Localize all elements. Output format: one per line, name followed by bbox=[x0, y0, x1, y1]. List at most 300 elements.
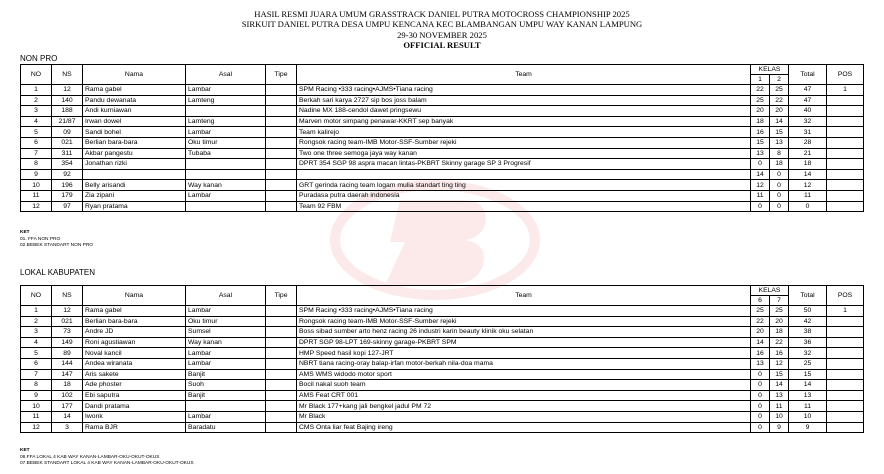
cell-pos bbox=[827, 380, 864, 391]
cell-ns: 3 bbox=[52, 422, 83, 433]
cell-kelas-b: 13 bbox=[770, 137, 789, 148]
cell-asal: Sumsel bbox=[186, 327, 266, 338]
cell-team bbox=[297, 169, 751, 180]
notes-item: 01. FFA NON PRO bbox=[20, 236, 61, 242]
col-tipe: Tipe bbox=[266, 286, 297, 306]
cell-asal: Baradatu bbox=[186, 422, 266, 433]
cell-no: 7 bbox=[21, 148, 52, 159]
cell-tipe bbox=[266, 327, 297, 338]
cell-no: 5 bbox=[21, 127, 52, 138]
cell-nama: Ebi saputra bbox=[83, 390, 186, 401]
table-row bbox=[21, 116, 864, 127]
col-pos: POS bbox=[827, 286, 864, 306]
cell-ns: 97 bbox=[52, 201, 83, 212]
cell-tipe bbox=[266, 148, 297, 159]
cell-kelas-b: 12 bbox=[770, 358, 789, 369]
cell-tipe bbox=[266, 106, 297, 117]
cell-asal bbox=[186, 106, 266, 117]
col-total: Total bbox=[789, 65, 827, 85]
cell-total: 38 bbox=[789, 327, 827, 338]
cell-nama: Rama gabel bbox=[83, 306, 186, 317]
col-ns: NS bbox=[52, 286, 83, 306]
cell-no: 1 bbox=[21, 306, 52, 317]
cell-no: 10 bbox=[21, 180, 52, 191]
cell-team: GRT gerinda racing team logam mulia standart ting ting bbox=[297, 180, 751, 191]
cell-ns: 149 bbox=[52, 337, 83, 348]
col-nama: Nama bbox=[83, 286, 186, 306]
cell-pos bbox=[827, 148, 864, 159]
col-kelas-6: 6 bbox=[751, 296, 770, 306]
cell-no: 11 bbox=[21, 411, 52, 422]
cell-tipe bbox=[266, 306, 297, 317]
cell-kelas-b: 11 bbox=[770, 401, 789, 412]
cell-kelas-a: 18 bbox=[751, 116, 770, 127]
cell-kelas-a: 0 bbox=[751, 401, 770, 412]
cell-pos bbox=[827, 159, 864, 170]
cell-ns: 12 bbox=[52, 306, 83, 317]
table-row bbox=[21, 137, 864, 148]
cell-kelas-a: 0 bbox=[751, 390, 770, 401]
cell-tipe bbox=[266, 137, 297, 148]
col-kelas-1: 1 bbox=[751, 75, 770, 85]
cell-pos bbox=[827, 190, 864, 201]
cell-team: Boss sibad sumber arto henz racing 26 industri karin beauty klinik oku selatan bbox=[297, 327, 751, 338]
cell-pos bbox=[827, 337, 864, 348]
cell-asal: Lambar bbox=[186, 306, 266, 317]
cell-kelas-a: 16 bbox=[751, 127, 770, 138]
cell-total: 13 bbox=[789, 390, 827, 401]
cell-nama: Roni agustiawan bbox=[83, 337, 186, 348]
cell-nama: Ryan pratama bbox=[83, 201, 186, 212]
cell-total: 28 bbox=[789, 137, 827, 148]
cell-no: 11 bbox=[21, 190, 52, 201]
cell-no: 10 bbox=[21, 401, 52, 412]
cell-ns: 09 bbox=[52, 127, 83, 138]
cell-team: Mr Black 177+kang jali bengkel jadul PM 72 bbox=[297, 401, 751, 412]
notes-item: 02.BEBEK STANDART NON PRO bbox=[20, 243, 94, 249]
cell-pos bbox=[827, 411, 864, 422]
cell-ns: 177 bbox=[52, 401, 83, 412]
col-kelas: KELAS bbox=[751, 286, 789, 296]
results-table-lokal bbox=[20, 285, 864, 433]
cell-team: Team kalirejo bbox=[297, 127, 751, 138]
cell-ns: 73 bbox=[52, 327, 83, 338]
cell-pos bbox=[827, 169, 864, 180]
cell-nama: Andre JD bbox=[83, 327, 186, 338]
cell-total: 14 bbox=[789, 380, 827, 391]
cell-tipe bbox=[266, 358, 297, 369]
cell-nama: Belly arisandi bbox=[83, 180, 186, 191]
cell-kelas-a: 0 bbox=[751, 380, 770, 391]
cell-nama: Berlian bara-bara bbox=[83, 137, 186, 148]
cell-team: CMS Onta liar feat Bajing ireng bbox=[297, 422, 751, 433]
cell-asal: Oku timur bbox=[186, 316, 266, 327]
cell-ns: 021 bbox=[52, 137, 83, 148]
cell-team: AMS WMS widodo motor sport bbox=[297, 369, 751, 380]
cell-kelas-a: 20 bbox=[751, 106, 770, 117]
cell-tipe bbox=[266, 190, 297, 201]
cell-kelas-b: 14 bbox=[770, 116, 789, 127]
cell-kelas-b: 18 bbox=[770, 327, 789, 338]
table-row bbox=[21, 95, 864, 106]
cell-no: 9 bbox=[21, 169, 52, 180]
cell-nama: Zia zipani bbox=[83, 190, 186, 201]
cell-no: 1 bbox=[21, 85, 52, 96]
cell-tipe bbox=[266, 390, 297, 401]
cell-kelas-a: 13 bbox=[751, 148, 770, 159]
cell-kelas-b: 20 bbox=[770, 106, 789, 117]
table-row bbox=[21, 337, 864, 348]
cell-ns: 102 bbox=[52, 390, 83, 401]
cell-pos bbox=[827, 180, 864, 191]
cell-tipe bbox=[266, 380, 297, 391]
table-row bbox=[21, 85, 864, 96]
cell-total: 42 bbox=[789, 316, 827, 327]
cell-team: DPRT 354 SGP 98 aspra macan lintas-PKBRT Skinny garage SP 3 Progresif bbox=[297, 159, 751, 170]
cell-pos bbox=[827, 201, 864, 212]
cell-asal: Lamteng bbox=[186, 95, 266, 106]
cell-nama: Rama BJR bbox=[83, 422, 186, 433]
cell-asal bbox=[186, 201, 266, 212]
cell-total: 32 bbox=[789, 348, 827, 359]
cell-ns: 92 bbox=[52, 169, 83, 180]
cell-no: 2 bbox=[21, 95, 52, 106]
cell-asal: Way kanan bbox=[186, 337, 266, 348]
table-row bbox=[21, 190, 864, 201]
table-row bbox=[21, 422, 864, 433]
section-title-lokal: LOKAL KABUPATEN bbox=[20, 268, 95, 277]
cell-no: 6 bbox=[21, 358, 52, 369]
table-row bbox=[21, 106, 864, 117]
cell-team: Berkah sari karya 2727 sip bos joss balam bbox=[297, 95, 751, 106]
cell-asal: Lamteng bbox=[186, 116, 266, 127]
results-table-nonpro bbox=[20, 64, 864, 212]
header-venue: SIRKUIT DANIEL PUTRA DESA UMPU KENCANA KEC BLAMBANGAN UMPU WAY KANAN LAMPUNG bbox=[241, 19, 643, 30]
cell-pos bbox=[827, 95, 864, 106]
cell-total: 9 bbox=[789, 422, 827, 433]
cell-kelas-a: 0 bbox=[751, 411, 770, 422]
cell-tipe bbox=[266, 116, 297, 127]
cell-pos bbox=[827, 316, 864, 327]
table-row bbox=[21, 390, 864, 401]
cell-nama: Andi kurniawan bbox=[83, 106, 186, 117]
header-official-result: OFFICIAL RESULT bbox=[403, 40, 481, 51]
cell-asal bbox=[186, 159, 266, 170]
cell-total: 10 bbox=[789, 411, 827, 422]
col-kelas: KELAS bbox=[751, 65, 789, 75]
cell-ns: 140 bbox=[52, 95, 83, 106]
col-no: NO bbox=[21, 65, 52, 85]
cell-asal: Lambar bbox=[186, 190, 266, 201]
cell-tipe bbox=[266, 348, 297, 359]
cell-total: 47 bbox=[789, 85, 827, 96]
cell-tipe bbox=[266, 159, 297, 170]
cell-kelas-a: 25 bbox=[751, 95, 770, 106]
cell-asal: Way kanan bbox=[186, 180, 266, 191]
cell-tipe bbox=[266, 127, 297, 138]
cell-asal: Lambar bbox=[186, 127, 266, 138]
cell-asal: Lambar bbox=[186, 348, 266, 359]
cell-no: 2 bbox=[21, 316, 52, 327]
cell-kelas-a: 0 bbox=[751, 201, 770, 212]
cell-pos bbox=[827, 401, 864, 412]
cell-nama: Sandi bohel bbox=[83, 127, 186, 138]
cell-no: 8 bbox=[21, 380, 52, 391]
cell-team: SPM Racing •333 racing•AJMS•Tiana racing bbox=[297, 306, 751, 317]
cell-team: Mr Black bbox=[297, 411, 751, 422]
cell-tipe bbox=[266, 422, 297, 433]
cell-nama bbox=[83, 169, 186, 180]
table-row bbox=[21, 369, 864, 380]
cell-asal: Suoh bbox=[186, 380, 266, 391]
cell-ns: 14 bbox=[52, 411, 83, 422]
cell-kelas-b: 25 bbox=[770, 306, 789, 317]
cell-asal: Lambar bbox=[186, 85, 266, 96]
cell-nama: Noval kancil bbox=[83, 348, 186, 359]
cell-kelas-b: 25 bbox=[770, 85, 789, 96]
table-row bbox=[21, 201, 864, 212]
col-ns: NS bbox=[52, 65, 83, 85]
cell-kelas-b: 14 bbox=[770, 380, 789, 391]
cell-pos bbox=[827, 327, 864, 338]
cell-total: 11 bbox=[789, 190, 827, 201]
cell-kelas-b: 16 bbox=[770, 348, 789, 359]
cell-kelas-a: 0 bbox=[751, 369, 770, 380]
cell-team: Nadine MX 188-cendol dawet pringsewu bbox=[297, 106, 751, 117]
cell-nama: Pandu dewanata bbox=[83, 95, 186, 106]
cell-nama: Ade phoster bbox=[83, 380, 186, 391]
cell-pos: 1 bbox=[827, 85, 864, 96]
cell-kelas-b: 22 bbox=[770, 95, 789, 106]
cell-nama: Rama gabel bbox=[83, 85, 186, 96]
cell-kelas-b: 13 bbox=[770, 390, 789, 401]
cell-ns: 12 bbox=[52, 85, 83, 96]
col-nama: Nama bbox=[83, 65, 186, 85]
cell-pos bbox=[827, 369, 864, 380]
cell-ns: 311 bbox=[52, 148, 83, 159]
col-tipe: Tipe bbox=[266, 65, 297, 85]
cell-no: 8 bbox=[21, 159, 52, 170]
cell-team: HMP Speed hasil kopi 127-JRT bbox=[297, 348, 751, 359]
cell-no: 9 bbox=[21, 390, 52, 401]
cell-tipe bbox=[266, 369, 297, 380]
header-date: 29-30 NOVEMBER 2025 bbox=[397, 29, 487, 40]
table-row bbox=[21, 159, 864, 170]
cell-team: Marven motor simpang penawar-KKRT sep banyak bbox=[297, 116, 751, 127]
cell-tipe bbox=[266, 201, 297, 212]
cell-kelas-b: 15 bbox=[770, 369, 789, 380]
table-row bbox=[21, 316, 864, 327]
cell-kelas-a: 11 bbox=[751, 190, 770, 201]
notes-lokal bbox=[20, 448, 194, 468]
cell-total: 36 bbox=[789, 337, 827, 348]
table-row bbox=[21, 358, 864, 369]
cell-team: Bocil nakal suoh team bbox=[297, 380, 751, 391]
cell-total: 11 bbox=[789, 401, 827, 412]
cell-ns: 354 bbox=[52, 159, 83, 170]
notes-label: KET bbox=[20, 448, 30, 453]
notes-label: KET bbox=[20, 230, 30, 235]
cell-no: 7 bbox=[21, 369, 52, 380]
cell-no: 3 bbox=[21, 106, 52, 117]
cell-total: 18 bbox=[789, 159, 827, 170]
col-total: Total bbox=[789, 286, 827, 306]
cell-kelas-a: 25 bbox=[751, 306, 770, 317]
col-pos: POS bbox=[827, 65, 864, 85]
cell-asal: Lambar bbox=[186, 411, 266, 422]
cell-tipe bbox=[266, 316, 297, 327]
cell-no: 4 bbox=[21, 337, 52, 348]
cell-team: Two one three semoga jaya way kanan bbox=[297, 148, 751, 159]
cell-pos bbox=[827, 348, 864, 359]
table-row bbox=[21, 127, 864, 138]
cell-kelas-b: 0 bbox=[770, 169, 789, 180]
cell-nama: Dandi pratama bbox=[83, 401, 186, 412]
cell-tipe bbox=[266, 180, 297, 191]
cell-pos bbox=[827, 106, 864, 117]
cell-kelas-b: 0 bbox=[770, 201, 789, 212]
cell-asal: Banjit bbox=[186, 369, 266, 380]
cell-total: 14 bbox=[789, 169, 827, 180]
cell-kelas-b: 18 bbox=[770, 159, 789, 170]
cell-no: 3 bbox=[21, 327, 52, 338]
cell-ns: 179 bbox=[52, 190, 83, 201]
cell-kelas-b: 20 bbox=[770, 316, 789, 327]
table-row bbox=[21, 401, 864, 412]
cell-asal: Lambar bbox=[186, 358, 266, 369]
cell-ns: 188 bbox=[52, 106, 83, 117]
cell-nama: Irwan dowel bbox=[83, 116, 186, 127]
cell-ns: 196 bbox=[52, 180, 83, 191]
table-row bbox=[21, 380, 864, 391]
cell-pos: 1 bbox=[827, 306, 864, 317]
table-row bbox=[21, 169, 864, 180]
cell-ns: 147 bbox=[52, 369, 83, 380]
notes-item: 07.BEBEK STANDART LOKAL 4 KAB WAY KANAN-LAMBAR-OKU-OKUT-OKUS bbox=[20, 461, 194, 467]
cell-tipe bbox=[266, 401, 297, 412]
cell-team: DPRT SGP 98-LPT 169-skinny garage-PKBRT SPM bbox=[297, 337, 751, 348]
cell-kelas-a: 16 bbox=[751, 348, 770, 359]
cell-nama: Akbar pangestu bbox=[83, 148, 186, 159]
cell-kelas-b: 0 bbox=[770, 190, 789, 201]
table-row bbox=[21, 306, 864, 317]
cell-tipe bbox=[266, 85, 297, 96]
cell-ns: 21/87 bbox=[52, 116, 83, 127]
table-row bbox=[21, 148, 864, 159]
cell-total: 32 bbox=[789, 116, 827, 127]
cell-no: 4 bbox=[21, 116, 52, 127]
cell-kelas-a: 22 bbox=[751, 316, 770, 327]
cell-asal: Banjit bbox=[186, 390, 266, 401]
cell-nama: Aris sakete bbox=[83, 369, 186, 380]
cell-nama: Berlian bara-bara bbox=[83, 316, 186, 327]
cell-pos bbox=[827, 358, 864, 369]
cell-team: Rongsok racing team-IMB Motor-SSF-Sumber rejeki bbox=[297, 316, 751, 327]
cell-team: Puradasa putra daerah indonesia bbox=[297, 190, 751, 201]
cell-pos bbox=[827, 116, 864, 127]
col-asal: Asal bbox=[186, 286, 266, 306]
cell-kelas-a: 13 bbox=[751, 358, 770, 369]
cell-kelas-b: 0 bbox=[770, 180, 789, 191]
cell-kelas-a: 14 bbox=[751, 169, 770, 180]
cell-tipe bbox=[266, 95, 297, 106]
cell-ns: 18 bbox=[52, 380, 83, 391]
cell-kelas-a: 20 bbox=[751, 327, 770, 338]
table-row bbox=[21, 180, 864, 191]
col-asal: Asal bbox=[186, 65, 266, 85]
cell-ns: 021 bbox=[52, 316, 83, 327]
section-title-nonpro: NON PRO bbox=[20, 54, 58, 63]
cell-no: 6 bbox=[21, 137, 52, 148]
document-header bbox=[0, 9, 884, 51]
table-row bbox=[21, 411, 864, 422]
cell-tipe bbox=[266, 411, 297, 422]
cell-total: 15 bbox=[789, 369, 827, 380]
col-team: Team bbox=[297, 286, 751, 306]
cell-kelas-a: 22 bbox=[751, 85, 770, 96]
cell-kelas-a: 12 bbox=[751, 180, 770, 191]
cell-nama: Iwonk bbox=[83, 411, 186, 422]
cell-kelas-a: 0 bbox=[751, 159, 770, 170]
col-no: NO bbox=[21, 286, 52, 306]
cell-total: 0 bbox=[789, 201, 827, 212]
cell-ns: 144 bbox=[52, 358, 83, 369]
table-row bbox=[21, 327, 864, 338]
cell-pos bbox=[827, 422, 864, 433]
cell-team: AMS Feat CRT 001 bbox=[297, 390, 751, 401]
cell-total: 31 bbox=[789, 127, 827, 138]
table-row bbox=[21, 348, 864, 359]
header-title: HASIL RESMI JUARA UMUM GRASSTRACK DANIEL PUTRA MOTOCROSS CHAMPIONSHIP 2025 bbox=[254, 9, 630, 19]
cell-total: 12 bbox=[789, 180, 827, 191]
cell-asal bbox=[186, 401, 266, 412]
cell-team: SPM Racing •333 racing•AJMS•Tiana racing bbox=[297, 85, 751, 96]
cell-pos bbox=[827, 127, 864, 138]
cell-team: Rongsok racing team-IMB Motor-SSF-Sumber rejeki bbox=[297, 137, 751, 148]
cell-ns: 89 bbox=[52, 348, 83, 359]
cell-kelas-b: 9 bbox=[770, 422, 789, 433]
cell-asal: Oku timur bbox=[186, 137, 266, 148]
cell-nama: Andea wiranata bbox=[83, 358, 186, 369]
cell-total: 40 bbox=[789, 106, 827, 117]
cell-pos bbox=[827, 137, 864, 148]
col-kelas-7: 7 bbox=[770, 296, 789, 306]
cell-pos bbox=[827, 390, 864, 401]
cell-kelas-b: 15 bbox=[770, 127, 789, 138]
cell-total: 50 bbox=[789, 306, 827, 317]
cell-tipe bbox=[266, 337, 297, 348]
cell-kelas-a: 14 bbox=[751, 337, 770, 348]
cell-total: 21 bbox=[789, 148, 827, 159]
cell-nama: Jonathan rizki bbox=[83, 159, 186, 170]
col-kelas-2: 2 bbox=[770, 75, 789, 85]
cell-tipe bbox=[266, 169, 297, 180]
cell-asal bbox=[186, 169, 266, 180]
cell-total: 25 bbox=[789, 358, 827, 369]
cell-team: NBRT tiana racing-oray balap-irfan motor-berkah nila-doa mama bbox=[297, 358, 751, 369]
cell-kelas-a: 15 bbox=[751, 137, 770, 148]
cell-no: 12 bbox=[21, 201, 52, 212]
cell-team: Team 92 FBM bbox=[297, 201, 751, 212]
notes-nonpro bbox=[20, 230, 93, 250]
cell-no: 5 bbox=[21, 348, 52, 359]
col-team: Team bbox=[297, 65, 751, 85]
cell-kelas-a: 0 bbox=[751, 422, 770, 433]
cell-asal: Tubaba bbox=[186, 148, 266, 159]
cell-kelas-b: 8 bbox=[770, 148, 789, 159]
cell-kelas-b: 10 bbox=[770, 411, 789, 422]
cell-total: 47 bbox=[789, 95, 827, 106]
